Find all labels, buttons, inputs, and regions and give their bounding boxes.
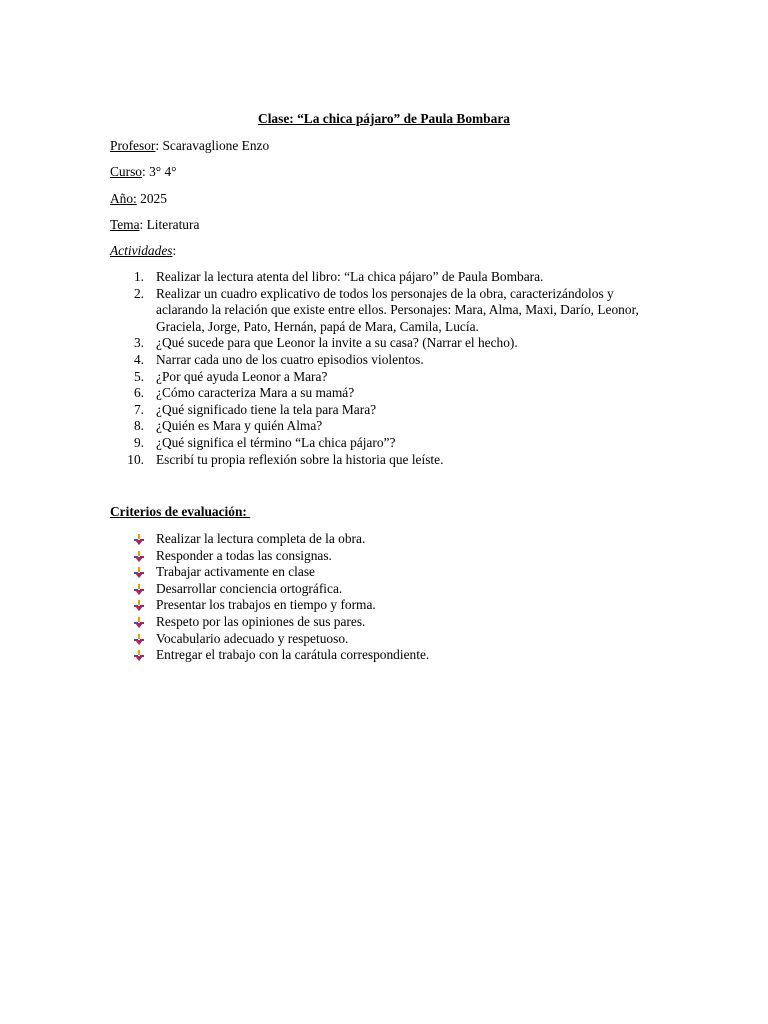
activity-item xyxy=(110,369,650,386)
activity-item xyxy=(110,352,650,369)
activity-text: Narrar cada uno de los cuatro episodios violentos. xyxy=(156,351,424,367)
field-anio-value: 2025 xyxy=(140,191,167,206)
arrow-down-bullet-icon xyxy=(133,650,145,662)
field-anio-label: Año: xyxy=(110,191,137,206)
activity-item xyxy=(110,385,650,402)
criteria-text: Respeto por las opiniones de sus pares. xyxy=(156,613,366,629)
criteria-text: Responder a todas las consignas. xyxy=(156,547,332,563)
activity-text: ¿Por qué ayuda Leonor a Mara? xyxy=(156,368,328,384)
document-title: Clase: “La chica pájaro” de Paula Bombara xyxy=(258,111,510,126)
activity-text: ¿Quién es Mara y quién Alma? xyxy=(156,418,323,434)
activity-text: ¿Cómo caracteriza Mara a su mamá? xyxy=(156,385,355,401)
activities-list xyxy=(110,269,650,468)
criteria-title: Criterios de evaluación: xyxy=(110,504,251,519)
activity-item xyxy=(110,452,650,469)
field-curso-separator: : xyxy=(142,164,150,179)
field-curso-value: 3° 4° xyxy=(149,164,177,179)
criteria-item xyxy=(110,581,650,598)
activity-text: ¿Qué significa el término “La chica pájaro”? xyxy=(156,434,396,450)
criteria-item xyxy=(110,564,650,581)
activity-item xyxy=(110,269,650,286)
field-actividades xyxy=(110,243,176,260)
field-profesor xyxy=(110,138,269,155)
criteria-item xyxy=(110,597,650,614)
field-actividades-label: Actividades xyxy=(110,243,173,258)
criteria-text: Trabajar activamente en clase xyxy=(156,564,316,580)
activity-text: ¿Qué significado tiene la tela para Mara? xyxy=(156,401,377,417)
activity-number: 9. xyxy=(133,434,144,450)
activity-number: 10. xyxy=(127,451,144,467)
criteria-text: Desarrollar conciencia ortográfica. xyxy=(156,580,343,596)
arrow-down-bullet-icon xyxy=(133,634,145,646)
criteria-item xyxy=(110,614,650,631)
activity-item xyxy=(110,402,650,419)
criteria-text: Presentar los trabajos en tiempo y forma. xyxy=(156,597,376,613)
field-tema-separator: : xyxy=(139,217,147,232)
arrow-down-bullet-icon xyxy=(133,551,145,563)
arrow-down-bullet-icon xyxy=(133,617,145,629)
activity-item xyxy=(110,286,650,336)
criteria-text: Entregar el trabajo con la carátula correspondiente. xyxy=(156,647,430,663)
activity-item xyxy=(110,335,650,352)
field-actividades-separator: : xyxy=(172,243,177,258)
field-profesor-value: Scaravaglione Enzo xyxy=(162,138,270,153)
field-tema xyxy=(110,217,199,234)
field-tema-label: Tema xyxy=(110,217,140,232)
field-profesor-label: Profesor xyxy=(110,138,156,153)
field-curso xyxy=(110,164,177,181)
activity-number: 5. xyxy=(133,368,144,384)
field-anio xyxy=(110,191,167,208)
activity-number: 8. xyxy=(133,418,144,434)
field-profesor-separator: : xyxy=(155,138,163,153)
field-tema-value: Literatura xyxy=(146,217,200,232)
activity-text: ¿Qué sucede para que Leonor la invite a su casa? (Narrar el hecho). xyxy=(156,335,518,351)
activity-text: Realizar la lectura atenta del libro: “La chica pájaro” de Paula Bombara. xyxy=(156,269,544,284)
criteria-item xyxy=(110,631,650,648)
criteria-item xyxy=(110,531,650,548)
activity-number: 1. xyxy=(133,269,144,284)
arrow-down-bullet-icon xyxy=(133,600,145,612)
activity-text: Realizar un cuadro explicativo de todos los personajes de la obra, caracterizándolos y aclarando la relación que existe entre ellos. Personajes: Mara, Alma, Maxi, Darío, Leonor, Graciela, Jorge, Pato, Hernán, papá de Mara, Camila, Lucía. xyxy=(156,285,639,334)
criteria-item xyxy=(110,647,650,664)
activity-number: 6. xyxy=(133,385,144,401)
arrow-down-bullet-icon xyxy=(133,584,145,596)
activity-number: 7. xyxy=(133,401,144,417)
criteria-item xyxy=(110,548,650,565)
activity-number: 4. xyxy=(133,351,144,367)
criteria-text: Vocabulario adecuado y respetuoso. xyxy=(156,630,349,646)
arrow-down-bullet-icon xyxy=(133,567,145,579)
field-curso-label: Curso xyxy=(110,164,142,179)
criteria-text: Realizar la lectura completa de la obra. xyxy=(156,531,366,546)
criteria-list xyxy=(110,531,650,664)
arrow-down-bullet-icon xyxy=(133,534,145,546)
activity-text: Escribí tu propia reflexión sobre la historia que leíste. xyxy=(156,451,444,467)
activity-number: 3. xyxy=(133,335,144,351)
activity-item xyxy=(110,435,650,452)
activity-number: 2. xyxy=(133,285,144,301)
activity-item xyxy=(110,418,650,435)
